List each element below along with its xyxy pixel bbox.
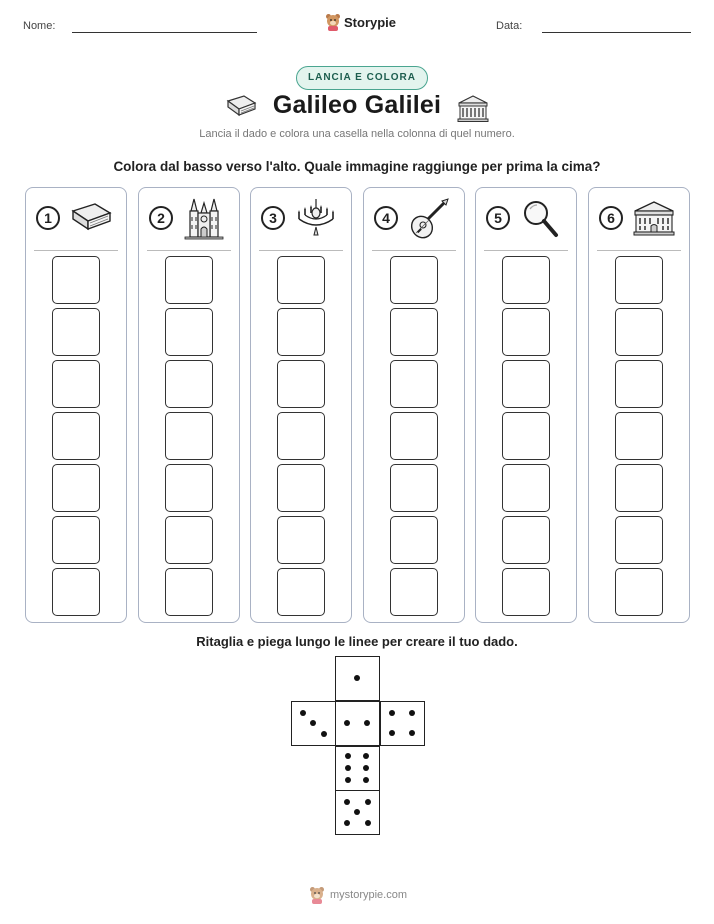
book-icon [224,93,258,123]
brand-logo [325,13,396,31]
column-3 [250,187,352,623]
color-cell[interactable] [277,256,325,304]
color-cell[interactable] [502,516,550,564]
column-1 [25,187,127,623]
color-cell[interactable] [390,568,438,616]
color-cell[interactable] [390,516,438,564]
bear-mascot-icon [309,886,325,904]
color-cell[interactable] [502,412,550,460]
magnifying-glass-icon [518,197,564,241]
dice-pip [344,820,350,826]
column-number: 3 [261,206,285,230]
dice-instruction: Ritaglia e piega lungo le linee per creare il tuo dado. [196,634,518,649]
color-cell[interactable] [277,516,325,564]
dice-face-1 [335,656,380,701]
color-cell[interactable] [615,412,663,460]
color-cell[interactable] [52,464,100,512]
dice-pip [363,765,369,771]
color-cell[interactable] [52,412,100,460]
dice-face-4 [380,701,425,746]
dice-pip [365,820,371,826]
color-cell[interactable] [502,256,550,304]
color-cell[interactable] [165,256,213,304]
color-cell[interactable] [165,308,213,356]
dice-pip [364,720,370,726]
column-number: 2 [149,206,173,230]
palace-icon [456,93,490,123]
color-cell[interactable] [165,360,213,408]
dice-pip [409,730,415,736]
book-icon [68,197,114,241]
color-cell[interactable] [52,360,100,408]
dice-pip [345,753,351,759]
cathedral-icon [181,197,227,241]
color-cell[interactable] [277,360,325,408]
color-cell[interactable] [502,568,550,616]
footer-url[interactable]: mystorypie.com [330,889,408,901]
race-instruction: Colora dal basso verso l'alto. Quale immagine raggiunge per prima la cima? [113,159,601,174]
color-cell[interactable] [165,568,213,616]
color-cell[interactable] [52,308,100,356]
column-6 [588,187,690,623]
column-divider [372,250,456,251]
chandelier-icon [293,197,339,241]
column-5 [475,187,577,623]
column-divider [259,250,343,251]
color-cell[interactable] [615,308,663,356]
page-title: Galileo Galilei [272,91,442,119]
dice-pip [363,753,369,759]
color-cell[interactable] [277,568,325,616]
dice-pip [344,799,350,805]
dice-pip [345,765,351,771]
color-cell[interactable] [502,360,550,408]
column-2 [138,187,240,623]
dice-face-5 [335,790,380,835]
name-label: Nome: [23,20,56,32]
lute-icon [406,197,452,241]
dice-pip [363,777,369,783]
color-cell[interactable] [277,412,325,460]
dice-face-6 [335,746,380,791]
color-cell[interactable] [277,464,325,512]
color-cell[interactable] [165,516,213,564]
color-cell[interactable] [390,412,438,460]
dice-pip [409,710,415,716]
color-cell[interactable] [165,464,213,512]
column-number: 1 [36,206,60,230]
color-cell[interactable] [52,256,100,304]
dice-face-2 [335,701,380,746]
footer [309,886,407,904]
column-number: 4 [374,206,398,230]
dice-face-3 [291,701,336,746]
activity-badge: LANCIA E COLORA [296,66,428,90]
color-cell[interactable] [615,256,663,304]
dice-pip [300,710,306,716]
dice-pip [389,730,395,736]
dice-pip [345,777,351,783]
color-cell[interactable] [615,464,663,512]
dice-pip [321,731,327,737]
column-number: 5 [486,206,510,230]
date-line[interactable] [542,32,691,33]
color-cell[interactable] [52,516,100,564]
dice-pip [354,675,360,681]
color-cell[interactable] [615,568,663,616]
dice-pip [310,720,316,726]
column-divider [147,250,231,251]
color-cell[interactable] [277,308,325,356]
color-cell[interactable] [502,308,550,356]
palace-icon [631,197,677,241]
color-cell[interactable] [502,464,550,512]
column-divider [597,250,681,251]
color-cell[interactable] [52,568,100,616]
color-cell[interactable] [615,360,663,408]
column-divider [484,250,568,251]
color-cell[interactable] [390,256,438,304]
bear-mascot-icon [325,13,341,31]
date-label: Data: [496,20,523,32]
dice-pip [389,710,395,716]
page-subtitle: Lancia il dado e colora una casella nella colonna di quel numero. [199,128,515,140]
column-divider [34,250,118,251]
name-line[interactable] [72,32,257,33]
dice-pip [354,809,360,815]
color-cell[interactable] [390,308,438,356]
color-cell[interactable] [390,360,438,408]
color-cell[interactable] [165,412,213,460]
dice-pip [365,799,371,805]
brand-name: Storypie [344,14,397,30]
dice-pip [344,720,350,726]
column-4 [363,187,465,623]
color-cell[interactable] [390,464,438,512]
column-number: 6 [599,206,623,230]
color-cell[interactable] [615,516,663,564]
